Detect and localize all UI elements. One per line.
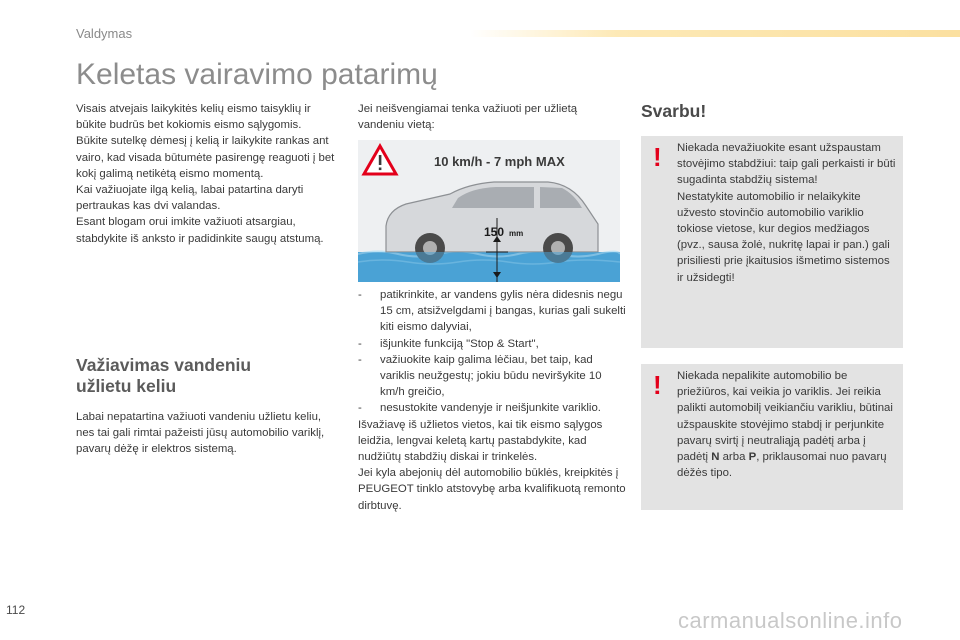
- list-text: važiuokite kaip galima lėčiau, bet taip, kad variklis neužgestų; jokiu būdu neviršykite 10 km/h greičio,: [380, 353, 602, 399]
- section-label: Valdymas: [76, 26, 133, 41]
- paragraph: Nestatykite automobilio ir nelaikykite užvesto stovinčio automobilio variklio tokiose vietose, kur degios medžiagos (pvz., sausa žolė, nukritę lapai ir pan.) gali prisiliesti prie įkaitusios išmetimo sistemos ir užsidegti!: [677, 190, 890, 284]
- page-number: 112: [6, 603, 26, 617]
- instructions-list: [358, 287, 626, 514]
- intro-text: [76, 101, 338, 247]
- depth-value: 150: [484, 225, 505, 239]
- list-dash: -: [358, 289, 362, 301]
- warning-box: [641, 136, 903, 348]
- depth-unit: mm: [509, 229, 524, 238]
- list-dash: -: [358, 353, 362, 366]
- paragraph: Jei kyla abejonių dėl automobilio būklės, kreipkitės į PEUGEOT tinklo atstovybę arba kvalifikuotą remonto dirbtuvę.: [358, 467, 626, 512]
- list-dash: -: [358, 402, 362, 415]
- speed-limit-label: 10 km/h - 7 mph MAX: [434, 154, 565, 169]
- list-text: nesustokite vandenyje ir neišjunkite variklio.: [380, 402, 601, 415]
- list-item: [358, 400, 626, 416]
- list-text: išjunkite funkciją "Stop & Start",: [380, 337, 539, 350]
- page-title: Keletas vairavimo patarimų: [76, 58, 438, 91]
- intro-paragraph: Būkite sutelkę dėmesį į kelią ir laikykite rankas ant vairo, kad visada būtumėte pasirengę reaguoti į bet kokį galimą netikėtą eismo momentą.: [76, 135, 335, 180]
- exclamation-icon: !: [653, 370, 662, 400]
- intro-paragraph: Esant blogam orui imkite važiuoti atsargiau, stabdykite iš anksto ir padidinkite saugų atstumą.: [76, 216, 324, 245]
- text-run: arba: [719, 451, 749, 464]
- list-item: [358, 287, 626, 336]
- paragraph: [677, 368, 897, 481]
- gear-n: N: [711, 451, 720, 464]
- gear-p: P: [748, 451, 757, 464]
- list-text: patikrinkite, ar vandens gylis nėra didesnis negu 15 cm, atsižvelgdami į bangas, kurias gali sukelti kiti eismo dalyviai,: [380, 289, 626, 334]
- watermark: carmanualsonline.info: [678, 608, 903, 633]
- warning-box: [641, 364, 903, 510]
- col2-intro: [358, 101, 620, 133]
- text-run: Niekada nepalikite automobilio be priežiūros, kai veikia jo variklis. Jei reikia palikti automobilį veikiančiu varikliu, būtinai užspauskite stovėjimo stabdį ir perjunkite pavarų svirtį į neutraliąją padėtį arba į padėtį: [677, 370, 893, 464]
- flooded-car-figure: [358, 140, 620, 282]
- intro-paragraph: Kai važiuojate ilgą kelią, labai patartina daryti pertraukas kas dvi valandas.: [76, 184, 304, 213]
- list-item: [358, 352, 626, 401]
- flooded-road-heading: [76, 355, 338, 397]
- list-item: [358, 336, 626, 352]
- header-stripe: [470, 30, 960, 37]
- paragraph: Jei neišvengiamai tenka važiuoti per užlietą vandeniu vietą:: [358, 103, 578, 132]
- subheading-line: Važiavimas vandeniu: [76, 355, 252, 375]
- exclamation-icon: !: [653, 142, 662, 172]
- flooded-road-text: [76, 409, 338, 458]
- warning-text: [677, 140, 897, 286]
- warning-text: [677, 368, 897, 481]
- subheading-line: užlietu keliu: [76, 376, 177, 396]
- intro-paragraph: Visais atvejais laikykitės kelių eismo taisyklių ir būkite budrūs bet kokiomis eismo sąlygomis.: [76, 103, 311, 132]
- text-run: , priklausomai nuo pavarų dėžės tipo.: [677, 451, 887, 480]
- important-title: Svarbu!: [641, 101, 707, 121]
- paragraph: Išvažiavę iš užlietos vietos, kai tik eismo sąlygos leidžia, lengvai keletą kartų pastabdykite, kad nudžiūtų stabdžių diskai ir trinkelės.: [358, 418, 603, 464]
- paragraph: Niekada nevažiuokite esant užspaustam stovėjimo stabdžiui: taip gali perkaisti ir būti sugadinta stabdžių sistema!: [677, 142, 896, 187]
- list-dash: -: [358, 337, 362, 350]
- paragraph: Labai nepatartina važiuoti vandeniu užlietu keliu, nes tai gali rimtai pažeisti jūsų automobilio variklį, pavarų dėžę ir elektros sistemą.: [76, 411, 325, 456]
